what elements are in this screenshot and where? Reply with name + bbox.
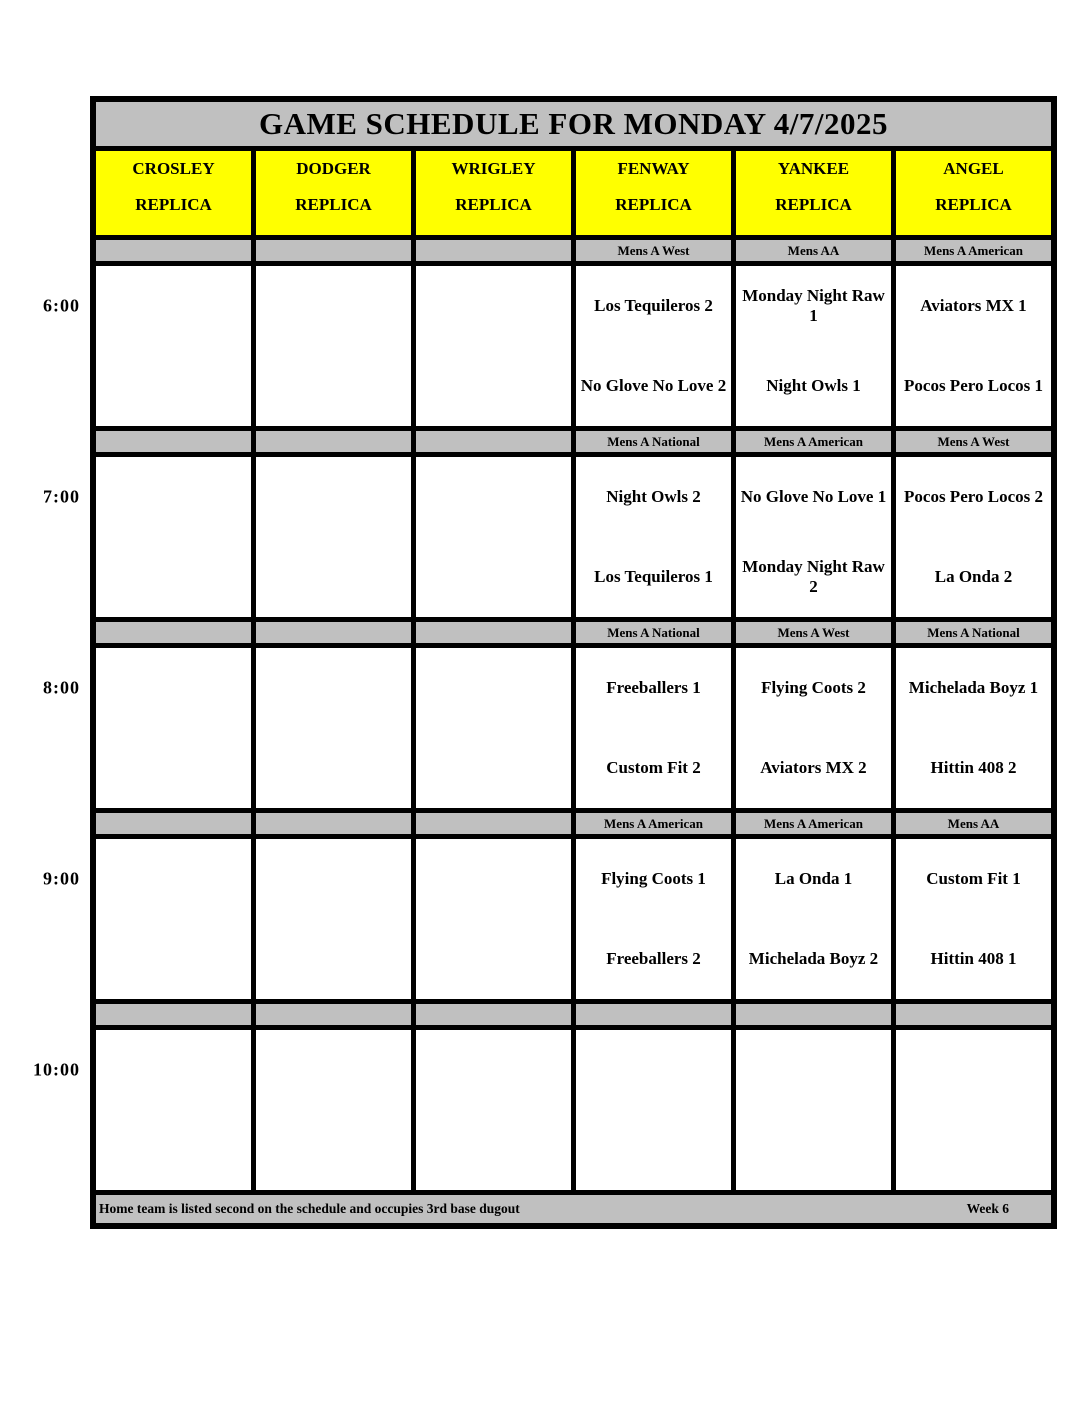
division-cell-empty: [576, 1004, 731, 1025]
home-team: La Onda 2: [934, 566, 1013, 586]
game-cell-empty: [96, 457, 251, 617]
division-cell: Mens A National: [896, 622, 1051, 643]
game-cell-empty: [416, 839, 571, 999]
home-team: No Glove No Love 2: [580, 375, 727, 395]
division-cell-empty: [96, 1004, 251, 1025]
away-team: La Onda 1: [774, 868, 853, 888]
division-cell-empty: [96, 622, 251, 643]
division-cell: Mens AA: [736, 240, 891, 261]
game-cell: [576, 457, 731, 617]
game-cell-empty: [416, 1030, 571, 1190]
field-name: FENWAY: [617, 159, 690, 178]
division-cell: Mens A West: [896, 431, 1051, 452]
game-cell: [736, 457, 891, 617]
field-header-fenway: [576, 151, 731, 235]
division-cell: Mens A National: [576, 431, 731, 452]
field-name: DODGER: [296, 159, 371, 178]
division-cell-empty: [416, 813, 571, 834]
home-team: Night Owls 1: [766, 375, 861, 395]
home-team: Los Tequileros 1: [594, 566, 713, 586]
division-cell: Mens AA: [896, 813, 1051, 834]
away-team: Night Owls 2: [606, 486, 701, 506]
game-cell-empty: [736, 1030, 891, 1190]
away-team: Michelada Boyz 1: [908, 677, 1039, 697]
division-cell-empty: [416, 431, 571, 452]
game-cell: [576, 648, 731, 808]
division-cell-empty: [256, 1004, 411, 1025]
game-cell: [576, 266, 731, 426]
division-cell-empty: [256, 813, 411, 834]
game-cell-empty: [256, 457, 411, 617]
home-team: Custom Fit 2: [606, 757, 701, 777]
away-team: Pocos Pero Locos 2: [904, 486, 1043, 506]
home-team: Hittin 408 1: [930, 948, 1017, 968]
field-name: ANGEL: [943, 159, 1004, 178]
field-header-dodger: [256, 151, 411, 235]
field-header-wrigley: [416, 151, 571, 235]
game-cell: [736, 648, 891, 808]
division-cell-empty: [256, 431, 411, 452]
time-label: 7:00: [43, 486, 80, 507]
home-team: Aviators MX 2: [760, 757, 867, 777]
footer-row: [96, 1195, 1051, 1223]
time-label: 6:00: [43, 295, 80, 316]
game-cell-empty: [576, 1030, 731, 1190]
away-team: Freeballers 1: [606, 677, 701, 697]
field-name: WRIGLEY: [451, 159, 536, 178]
division-cell-empty: [96, 431, 251, 452]
division-cell-empty: [416, 622, 571, 643]
away-team: Flying Coots 2: [761, 677, 866, 697]
field-header-angel: [896, 151, 1051, 235]
game-cell: [896, 648, 1051, 808]
away-team: Custom Fit 1: [926, 868, 1021, 888]
division-cell-empty: [96, 240, 251, 261]
game-cell-empty: [96, 648, 251, 808]
game-cell: [896, 457, 1051, 617]
home-team-note: Home team is listed second on the schedule and occupies 3rd base dugout: [99, 1201, 520, 1216]
field-type: REPLICA: [615, 195, 692, 214]
field-name: YANKEE: [777, 159, 850, 178]
home-team: Freeballers 2: [606, 948, 701, 968]
field-header-yankee: [736, 151, 891, 235]
game-cell-empty: [96, 266, 251, 426]
field-type: REPLICA: [135, 195, 212, 214]
division-cell-empty: [416, 240, 571, 261]
division-cell-empty: [96, 813, 251, 834]
away-team: Flying Coots 1: [601, 868, 706, 888]
game-cell-empty: [256, 648, 411, 808]
game-cell: [896, 839, 1051, 999]
away-team: Aviators MX 1: [920, 295, 1027, 315]
field-header-crosley: [96, 151, 251, 235]
time-label: 10:00: [33, 1059, 80, 1080]
field-type: REPLICA: [295, 195, 372, 214]
game-cell-empty: [256, 839, 411, 999]
division-cell-empty: [896, 1004, 1051, 1025]
game-cell-empty: [96, 1030, 251, 1190]
division-cell: Mens A American: [736, 813, 891, 834]
home-team: Pocos Pero Locos 1: [904, 375, 1043, 395]
game-cell-empty: [256, 266, 411, 426]
division-cell: Mens A National: [576, 622, 731, 643]
game-cell-empty: [416, 648, 571, 808]
division-cell-empty: [256, 622, 411, 643]
away-team: Monday Night Raw 1: [742, 285, 885, 325]
time-label: 9:00: [43, 868, 80, 889]
away-team: Los Tequileros 2: [594, 295, 713, 315]
division-cell: Mens A American: [896, 240, 1051, 261]
division-cell-empty: [256, 240, 411, 261]
home-team: Hittin 408 2: [930, 757, 1017, 777]
game-cell: [736, 839, 891, 999]
division-cell-empty: [416, 1004, 571, 1025]
division-cell: Mens A West: [736, 622, 891, 643]
week-label: Week 6: [966, 1201, 1009, 1216]
game-cell-empty: [896, 1030, 1051, 1190]
game-cell-empty: [256, 1030, 411, 1190]
division-cell: Mens A American: [736, 431, 891, 452]
away-team: No Glove No Love 1: [740, 486, 887, 506]
field-type: REPLICA: [935, 195, 1012, 214]
game-cell: [896, 266, 1051, 426]
game-cell-empty: [416, 266, 571, 426]
game-cell: [576, 839, 731, 999]
division-cell: Mens A American: [576, 813, 731, 834]
schedule-table: [90, 96, 1057, 1229]
game-cell: [736, 266, 891, 426]
field-type: REPLICA: [455, 195, 532, 214]
game-cell-empty: [416, 457, 571, 617]
field-type: REPLICA: [775, 195, 852, 214]
field-name: CROSLEY: [132, 159, 215, 178]
time-label: 8:00: [43, 677, 80, 698]
schedule-title: GAME SCHEDULE FOR MONDAY 4/7/2025: [96, 102, 1051, 146]
home-team: Monday Night Raw 2: [742, 556, 885, 596]
division-cell-empty: [736, 1004, 891, 1025]
game-cell-empty: [96, 839, 251, 999]
home-team: Michelada Boyz 2: [748, 948, 879, 968]
division-cell: Mens A West: [576, 240, 731, 261]
